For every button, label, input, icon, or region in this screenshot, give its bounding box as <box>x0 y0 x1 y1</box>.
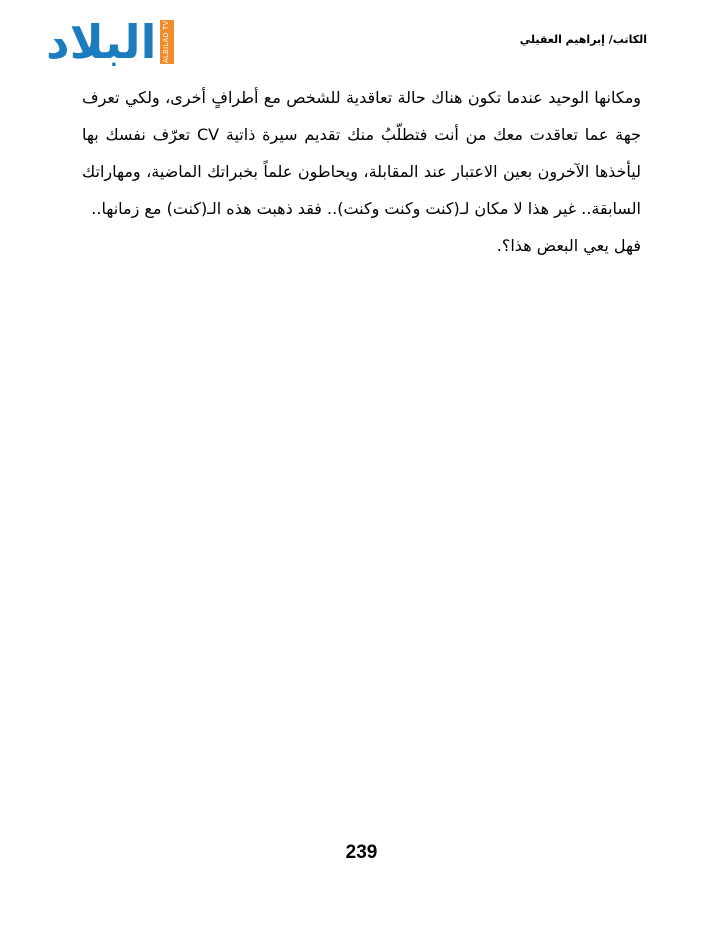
page-number: 239 <box>345 842 378 863</box>
author-byline: الكاتب/ إبراهيم العقيلي <box>519 33 647 46</box>
logo-tv-tab: ALBILAD TV <box>160 20 174 64</box>
body-paragraph-2: فهل يعي البعض هذا؟. <box>496 236 641 255</box>
article-body <box>82 79 641 264</box>
logo-wordmark: البلاد <box>46 15 157 69</box>
albilad-logo <box>46 15 174 69</box>
body-paragraph-1: ومكانها الوحيد عندما تكون هناك حالة تعاقدية للشخص مع أطرافٍ أخرى، ولكي تعرف جهة عما تعاقدت معك من أنت فتطلّبُ منك تقديم سيرة ذاتية CV تعرّف نفسك بها ليأخذها الآخرون بعين الاعتبار عند المقابلة، ويحاطون علماً بخبراتك الماضية، ومهاراتك السابقة.. غير هذا لا مكان لـ(كنت وكنت وكنت).. فقد ذهبت هذه الـ(كنت) مع زمانها.. <box>82 88 641 218</box>
